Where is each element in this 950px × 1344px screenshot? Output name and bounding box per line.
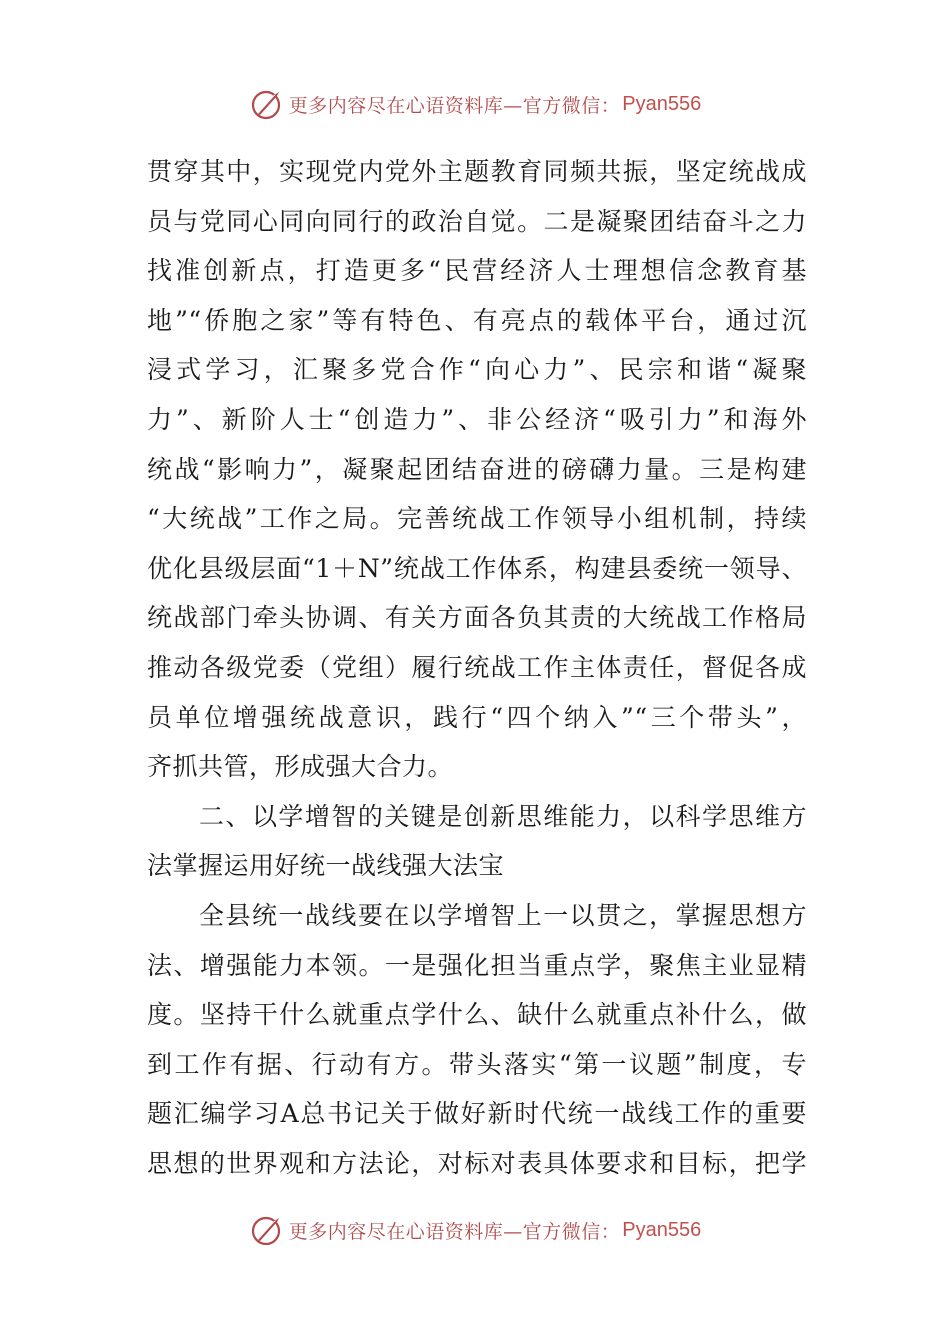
body-line: 优化县级层面“1＋N”统战工作体系，构建县委统一领导、 (147, 553, 807, 583)
body-line: 地”“侨胞之家”等有特色、有亮点的载体平台，通过沉 (147, 305, 807, 335)
body-line: 全县统一战线要在以学增智上一以贯之，掌握思想方 (199, 900, 807, 930)
body-line: 浸式学习，汇聚多党合作“向心力”、民宗和谐“凝聚 (147, 355, 807, 385)
body-line: 员单位增强统战意识，践行“四个纳入”“三个带头”， (147, 702, 807, 732)
quill-logo-icon (249, 1212, 285, 1248)
body-line: 员与党同心同向同行的政治自觉。二是凝聚团结奋斗之力 (147, 206, 807, 236)
footer-banner-text: 更多内容尽在心语资料库—官方微信： (288, 1220, 621, 1243)
quill-logo-icon (249, 86, 285, 122)
section-heading-line: 二、以学增智的关键是创新思维能力，以科学思维方 (199, 801, 807, 831)
body-line: 法、增强能力本领。一是强化担当重点学，聚焦主业显精 (147, 950, 807, 980)
document-body (147, 147, 807, 1188)
header-wechat-id: Pyan556 (622, 92, 702, 115)
body-line: 统战“影响力”，凝聚起团结奋进的磅礴力量。三是构建 (147, 454, 807, 484)
section-heading-line: 法掌握运用好统一战线强大法宝 (147, 851, 505, 881)
body-line: 找准创新点，打造更多“民营经济人士理想信念教育基 (147, 256, 807, 286)
body-line: 贯穿其中，实现党内党外主题教育同频共振，坚定统战成 (147, 157, 807, 186)
body-line: 齐抓共管，形成强大合力。 (147, 752, 454, 782)
body-line: 统战部门牵头协调、有关方面各负其责的大统战工作格局 (147, 603, 807, 633)
footer-banner (0, 1210, 950, 1250)
body-line: 度。坚持干什么就重点学什么、缺什么就重点补什么，做 (147, 1000, 807, 1030)
body-line: 题汇编学习A总书记关于做好新时代统一战线工作的重要 (147, 1099, 807, 1129)
header-banner (0, 84, 950, 124)
body-line: “大统战”工作之局。完善统战工作领导小组机制，持续 (147, 504, 807, 534)
body-line: 思想的世界观和方法论，对标对表具体要求和目标，把学 (147, 1148, 807, 1178)
body-line: 力”、新阶人士“创造力”、非公经济“吸引力”和海外 (147, 404, 807, 434)
body-line: 到工作有据、行动有方。带头落实“第一议题”制度，专 (147, 1049, 807, 1079)
header-banner-text: 更多内容尽在心语资料库—官方微信： (288, 94, 621, 117)
footer-wechat-id: Pyan556 (622, 1218, 702, 1241)
body-line: 推动各级党委（党组）履行统战工作主体责任，督促各成 (147, 652, 807, 682)
